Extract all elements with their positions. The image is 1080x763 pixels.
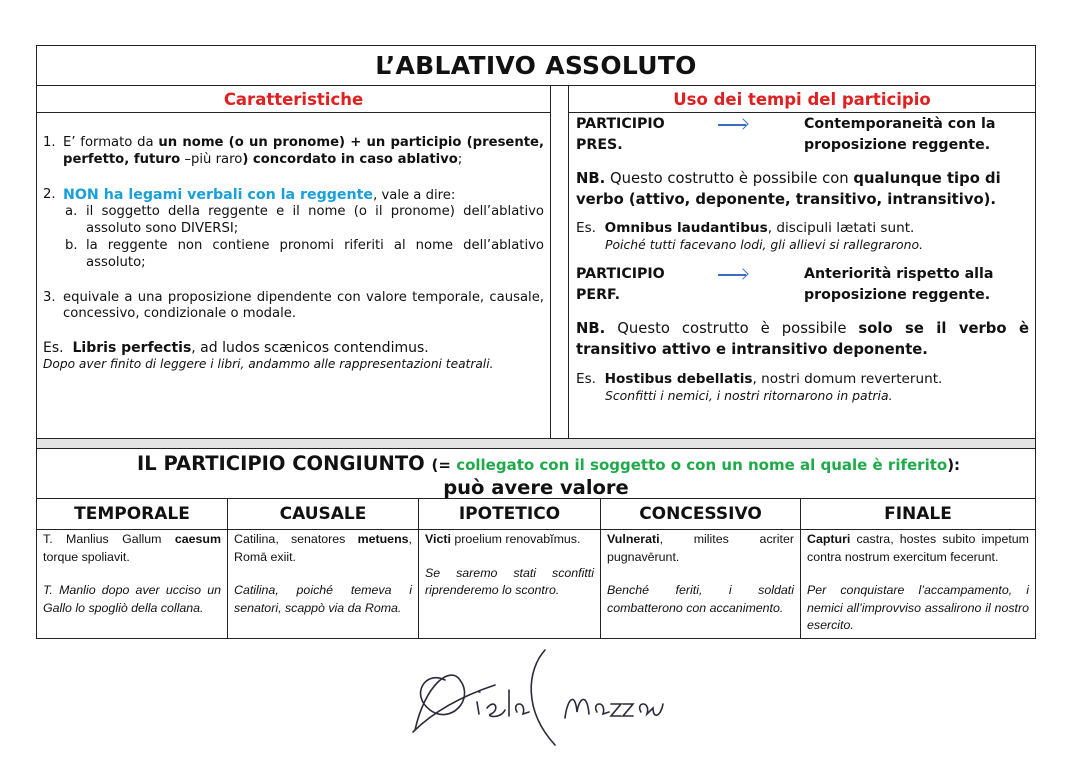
point-2: 2. NON ha legami verbali con la reggente, vale a dire:	[43, 186, 456, 203]
arrow-right-icon	[718, 274, 746, 276]
point-1: 1. E’ formato da un nome (o un pronome) + un participio (presente, perfetto, futuro –più raro) concordato in caso ablativo;	[43, 135, 545, 167]
participle-tenses-heading: Uso dei tempi del participio	[569, 86, 1035, 113]
present-example-translation: Poiché tutti facevano lodi, gli allievi si rallegrarono.	[605, 237, 924, 252]
perfect-example-translation: Sconfitti i nemici, i nostri ritornarono in patria.	[605, 388, 893, 403]
top-section	[36, 86, 1036, 439]
characteristics-heading: Caratteristiche	[37, 86, 550, 113]
characteristics-body	[37, 113, 550, 372]
col-finale: FINALE Capturi castra, hostes subito impetum contra nostrum exercitum fecerunt. Per conquistare l’accampamento, i nemici all’improvviso assalirono il nostro esercito.	[801, 499, 1035, 638]
col-concessivo: CONCESSIVO Vulnerati, milites acriter pugnavērunt. Benché feriti, i soldati combatterono con accanimento.	[601, 499, 801, 638]
column-divider	[551, 86, 569, 438]
characteristics-column	[37, 86, 551, 438]
point-2-b: b. la reggente non contiene pronomi riferiti al nome dell’ablativo assoluto;	[65, 237, 544, 270]
perfect-example: Es. Hostibus debellatis, nostri domum reverterunt.	[576, 371, 943, 387]
left-example-translation: Dopo aver finito di leggere i libri, andammo alle rappresentazioni teatrali.	[43, 356, 494, 371]
col-causale: CAUSALE Catilina, senatores metuens, Romā exiit. Catilina, poiché temeva i senatori, scappò via da Roma.	[228, 499, 419, 638]
ablative-sheet	[36, 45, 1036, 639]
left-example: Es. Libris perfectis, ad ludos scænicos contendimus.	[43, 340, 429, 357]
present-participle-row: PARTICIPIO PRES. Contemporaneità con la proposizione reggente.	[576, 116, 996, 153]
signature	[405, 640, 665, 755]
section-separator	[36, 439, 1036, 449]
col-temporale: TEMPORALE T. Manlius Gallum caesum torque spoliavit. T. Manlio dopo aver ucciso un Gallo lo spogliò della collana.	[37, 499, 228, 638]
nb-perfect: NB. Questo costrutto è possibile solo se il verbo è transitivo attivo e intransitivo deponente.	[576, 320, 1030, 358]
point-3: 3. equivale a una proposizione dipendente con valore temporale, causale, concessivo, condizionale o modale.	[43, 289, 544, 322]
arrow-right-icon	[718, 124, 746, 126]
col-ipotetico: IPOTETICO Victi proelium renovabĭmus. Se saremo stati sconfitti riprenderemo lo scontro.	[419, 499, 601, 638]
present-example: Es. Omnibus laudantibus, discipuli lætati sunt.	[576, 220, 915, 236]
participle-tenses-column	[569, 86, 1035, 438]
page-title: L’ABLATIVO ASSOLUTO	[36, 45, 1036, 86]
participio-congiunto-heading: IL PARTICIPIO CONGIUNTO (= collegato con il soggetto o con un nome al quale è riferito): può avere valore	[36, 449, 1036, 499]
perfect-participle-row: PARTICIPIO PERF. Anteriorità rispetto alla proposizione reggente.	[576, 266, 994, 303]
participle-tenses-body	[569, 114, 1035, 404]
values-table	[36, 499, 1036, 639]
point-2-a: a. il soggetto della reggente e il nome (o il pronome) dell’ablativo assoluto sono DIVERSI;	[65, 204, 544, 237]
nb-present: NB. Questo costrutto è possibile con qualunque tipo di verbo (attivo, deponente, transitivo, intransitivo).	[576, 170, 1001, 208]
